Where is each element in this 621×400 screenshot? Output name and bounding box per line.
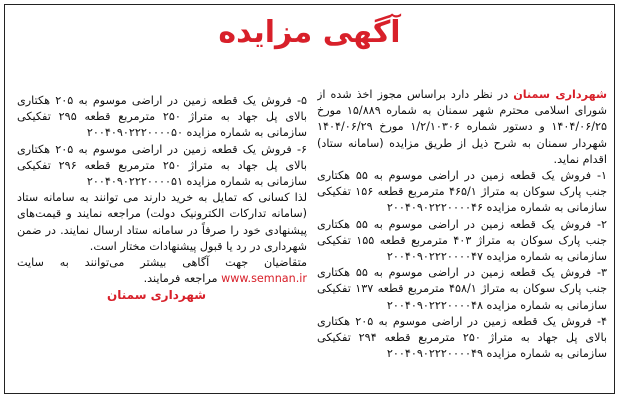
list-item: ۵- فروش یک قطعه زمین در اراضی موسوم به ۲۰۵ هکتاری بالای پل جهاد به متراژ ۲۵۰ مترمربع قطعه ۲۹۵ تفکیکی سازمانی به شماره مزایده ۲۰۰۴۰۹۰۲۲۲۰۰۰۰۵۰ [17, 94, 307, 140]
more-info-suffix: مراجعه فرمایند. [143, 272, 218, 286]
closing-paragraph: لذا کسانی که تمایل به خرید دارند می توانند به سامانه ستاد (سامانه تدارکات الکترونیک دولت) مراجعه نمایند و قیمت‌های پیشنهادی خود را صرفاً در سامانه ستاد ارسال نمایند. در ضمن شهرداری در رد یا قبول پیشنهادات مختار است. [17, 191, 307, 253]
more-info-paragraph [17, 255, 307, 287]
intro-text: در نظر دارد براساس مجوز اخذ شده از شورای اسلامی محترم شهر سمنان به شماره ۱۵/۸۸۹ مورخ ۱۴۰۴/۰۶/۲۵ و دستور شماره ۱/۲/۱۰۳۰۶ مورخ ۱۴۰۴/۰۶/۲۹ شهردار سمنان به شرح ذیل از طریق مزایده (سامانه ستاد) اقدام نماید. [317, 88, 607, 166]
website-link[interactable]: www.semnan.ir [221, 272, 307, 286]
more-info-text: متقاضیان جهت آگاهی بیشتر می‌توانند به سایت [17, 256, 307, 270]
intro-paragraph [317, 87, 607, 168]
notice-column-right [317, 87, 607, 393]
signature: شهرداری سمنان [107, 288, 207, 303]
list-item: ۲- فروش یک قطعه زمین در اراضی موسوم به ۵۵ هکتاری جنب پارک سوکان به متراژ ۴۰۳ مترمربع قطعه ۱۵۵ تفکیکی سازمانی به شماره مزایده ۲۰۰۴۰۹۰۲۲۲۰۰۰۰۴۷ [317, 217, 607, 264]
list-item: ۶- فروش یک قطعه زمین در اراضی موسوم به ۲۰۵ هکتاری بالای پل جهاد به متراژ ۲۵۰ مترمربع قطعه ۲۹۶ تفکیکی سازمانی به شماره مزایده ۲۰۰۴۰۹۰۲۲۲۰۰۰۰۵۱ [17, 142, 307, 189]
notice-title: آگهی مزایده [218, 15, 401, 50]
notice-column-left [17, 93, 307, 399]
list-item: ۴- فروش یک قطعه زمین در اراضی موسوم به ۲۰۵ هکتاری بالای پل جهاد به متراژ ۲۵۰ مترمربع قطعه ۲۹۴ تفکیکی سازمانی به شماره مزایده ۲۰۰۴۰۹۰۲۲۲۰۰۰۰۴۹ [317, 314, 607, 361]
municipality-name: شهرداری سمنان [513, 88, 607, 101]
auction-notice [4, 4, 615, 394]
list-item: ۱- فروش یک قطعه زمین در اراضی موسوم به ۵۵ هکتاری جنب پارک سوکان به متراژ ۴۶۵/۱ مترمربع قطعه ۱۵۶ تفکیکی سازمانی به شماره مزایده ۲۰۰۴۰۹۰۲۲۲۰۰۰۰۴۶ [317, 169, 607, 215]
list-item: ۳- فروش یک قطعه زمین در اراضی موسوم به ۵۵ هکتاری جنب پارک سوکان به متراژ ۴۵۸/۱ مترمربع قطعه ۱۳۷ تفکیکی سازمانی به شماره مزایده ۲۰۰۴۰۹۰۲۲۲۰۰۰۰۴۸ [317, 266, 607, 312]
